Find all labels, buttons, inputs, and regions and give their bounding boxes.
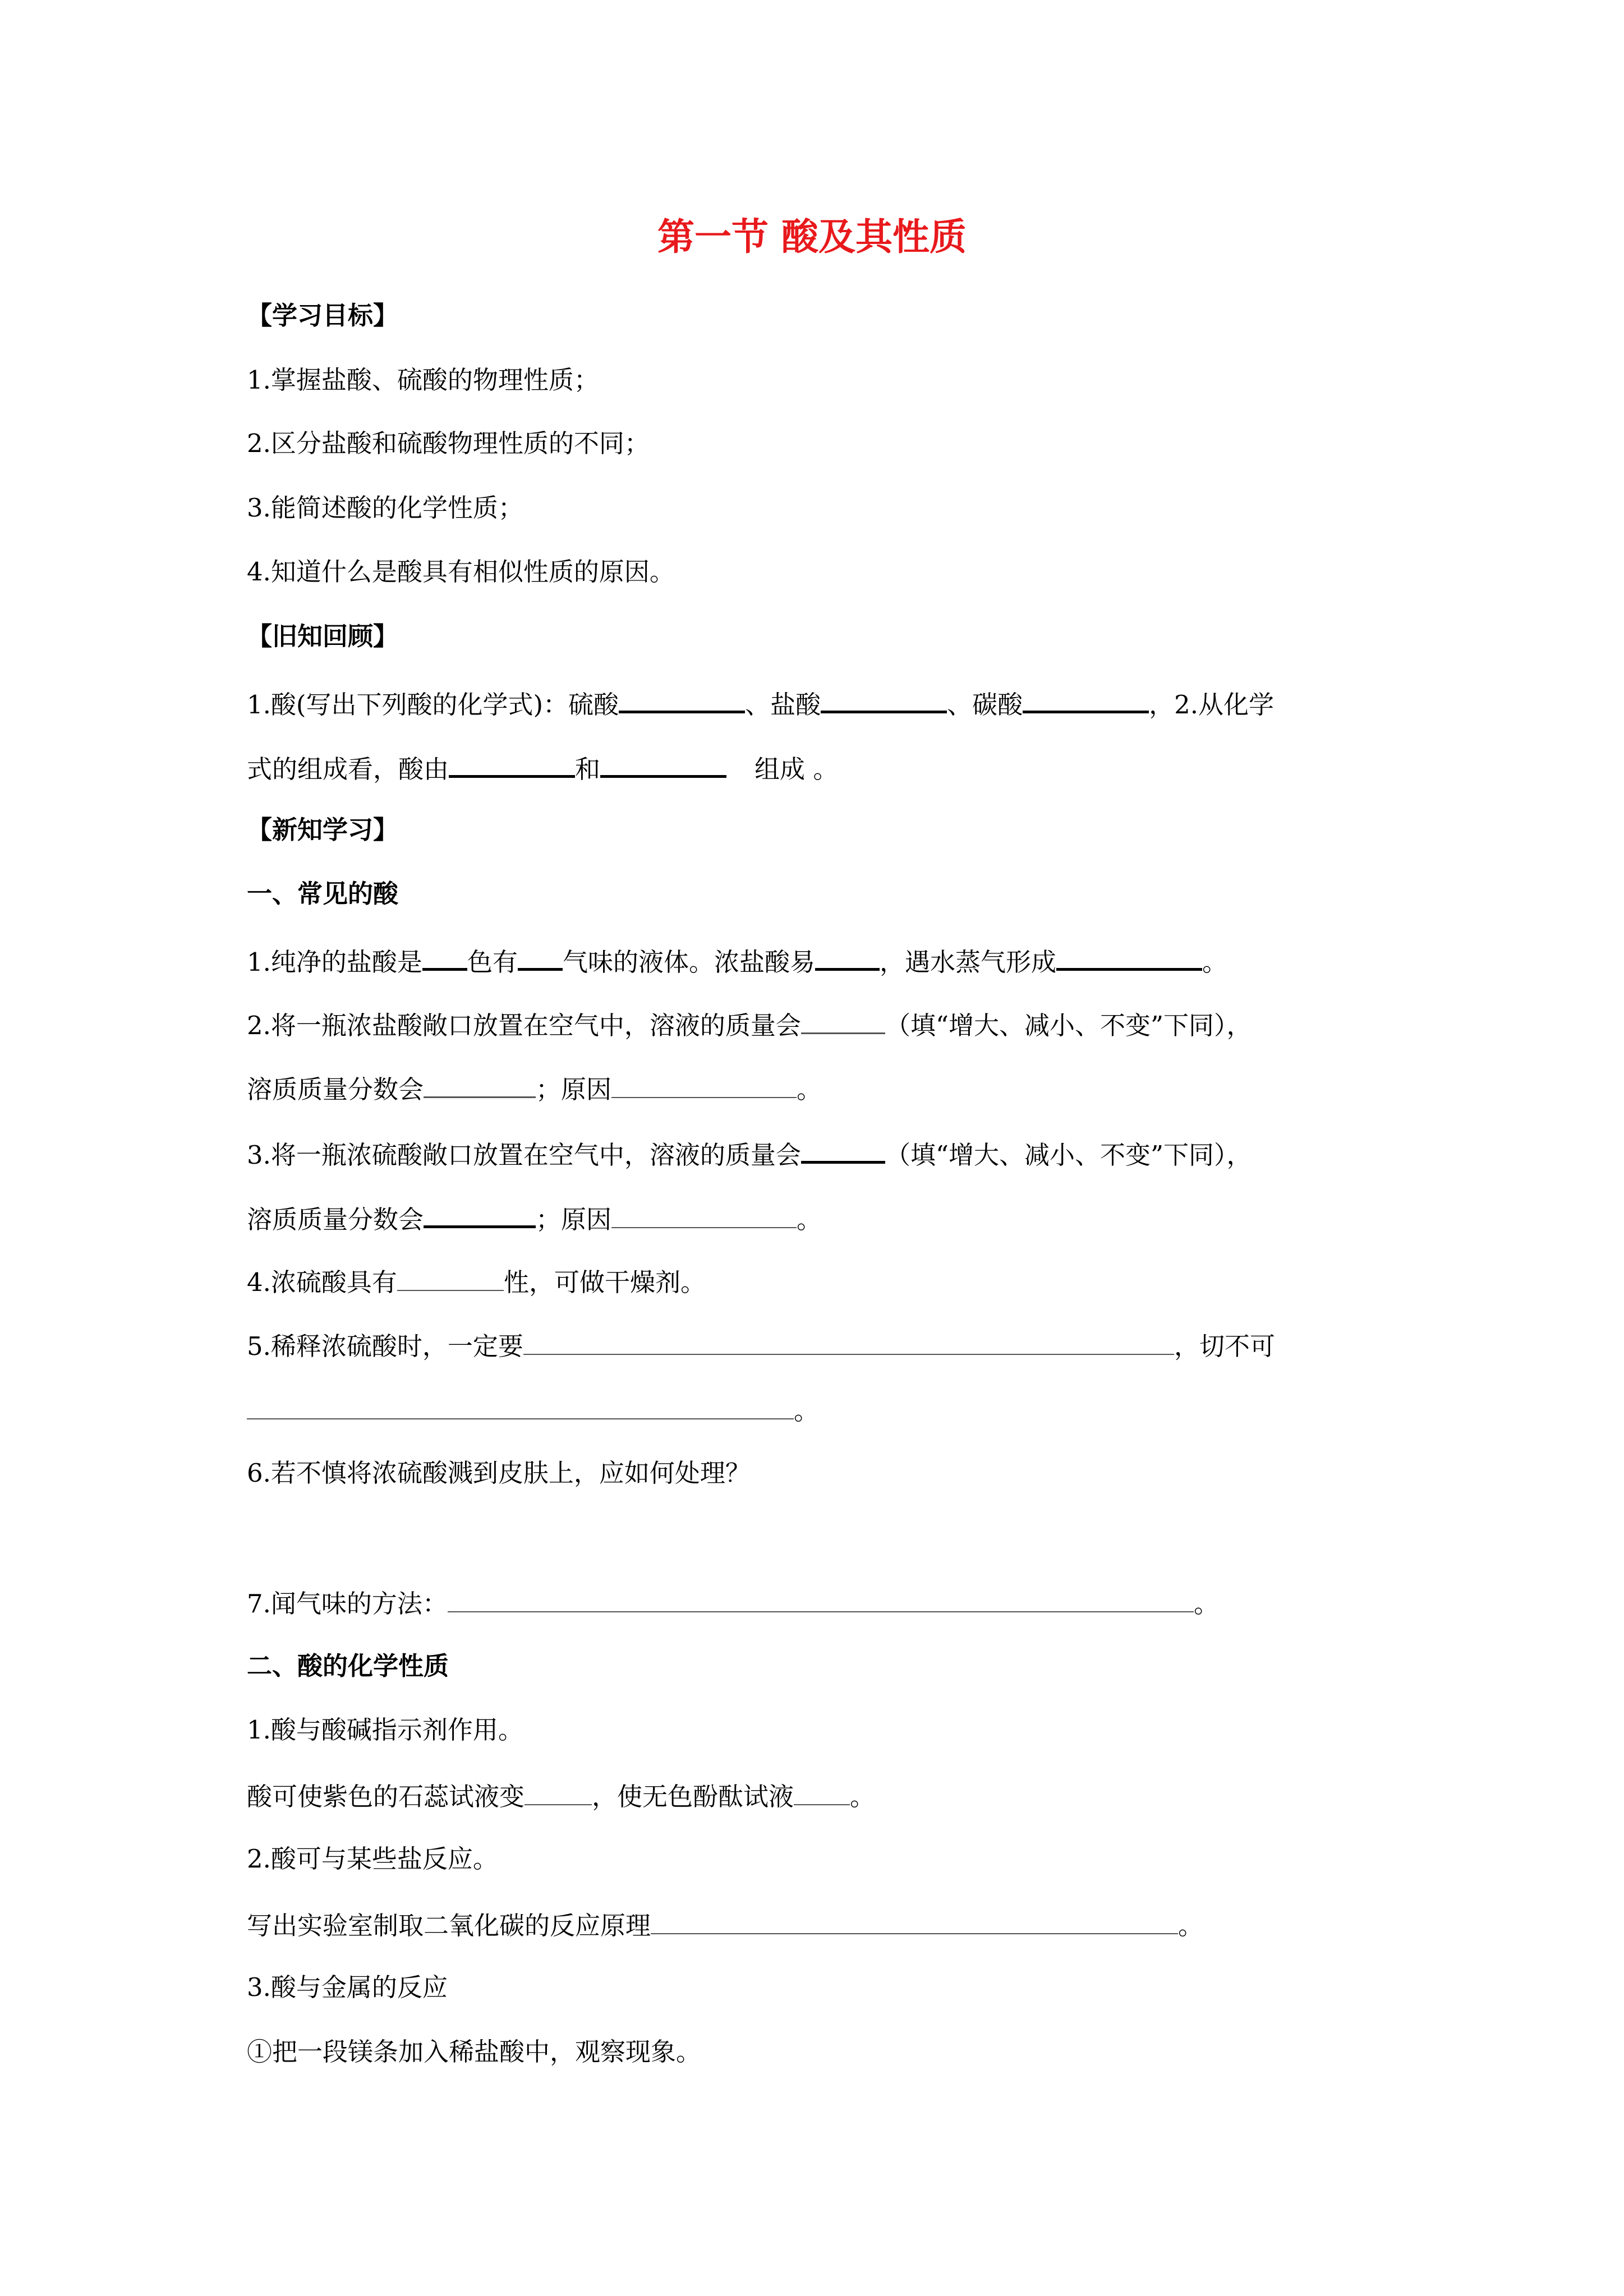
review-q1-sep: 、盐酸 — [745, 690, 821, 720]
answer-blank[interactable] — [651, 1911, 1178, 1934]
question-7 — [247, 1589, 1219, 1619]
answer-blank[interactable] — [801, 1138, 885, 1164]
question-text: 。 — [797, 1075, 822, 1104]
question-text: 溶质质量分数会 — [247, 1075, 424, 1104]
question-text: 7.闻气味的方法： — [247, 1589, 448, 1619]
question-text: 写出实验室制取二氧化碳的反应原理 — [247, 1911, 651, 1940]
question-text: ；原因 — [536, 1075, 612, 1104]
answer-blank[interactable] — [424, 1203, 536, 1228]
answer-blank[interactable] — [1056, 946, 1202, 971]
question-text: 。 — [1178, 1911, 1204, 1940]
answer-blank[interactable] — [619, 688, 745, 713]
page-title: 第一节 酸及其性质 — [657, 215, 967, 259]
question-1 — [247, 946, 1227, 975]
question-text: 。 — [1193, 1589, 1219, 1619]
question-text: 酸可使紫色的石蕊试液变 — [247, 1782, 525, 1811]
answer-blank[interactable] — [397, 1267, 504, 1291]
question-text: （填“增大、减小、不变”下同）， — [885, 1140, 1252, 1170]
question-text: ；原因 — [536, 1205, 612, 1234]
question-text: 3.将一瓶浓硫酸敞口放置在空气中，溶液的质量会 — [247, 1140, 801, 1170]
review-q1-sep: 、碳酸 — [947, 690, 1023, 720]
property-2: 2.酸可与某些盐反应。 — [247, 1844, 498, 1874]
question-text: 5.稀释浓硫酸时，一定要 — [247, 1331, 523, 1361]
question-text: ，遇水蒸气形成 — [879, 947, 1056, 977]
answer-blank[interactable] — [449, 753, 575, 778]
question-text: 2.将一瓶浓盐酸敞口放置在空气中，溶液的质量会 — [247, 1011, 801, 1040]
property-3-step-1: ①把一段镁条加入稀盐酸中，观察现象。 — [247, 2037, 702, 2067]
property-1: 1.酸与酸碱指示剂作用。 — [247, 1715, 523, 1745]
new-heading: 【新知学习】 — [247, 815, 399, 845]
answer-blank[interactable] — [600, 753, 726, 778]
question-3-line1 — [247, 1138, 1252, 1168]
question-text: （填“增大、减小、不变”下同）， — [885, 1011, 1252, 1040]
question-text: 。 — [1202, 947, 1227, 977]
question-text: 。 — [850, 1782, 876, 1811]
goals-heading: 【学习目标】 — [247, 301, 399, 330]
question-text: 1.纯净的盐酸是 — [247, 947, 422, 977]
answer-blank[interactable] — [815, 946, 880, 971]
question-text: 。 — [794, 1396, 820, 1426]
question-3-line2 — [247, 1203, 822, 1232]
question-6: 6.若不慎将浓硫酸溅到皮肤上，应如何处理？ — [247, 1458, 751, 1488]
review-question-line2 — [247, 753, 838, 782]
answer-blank[interactable] — [611, 1075, 797, 1098]
question-5-line2 — [247, 1396, 820, 1426]
question-2-line1 — [247, 1010, 1252, 1038]
review-q2-text: 组成 。 — [755, 754, 839, 784]
answer-blank[interactable] — [424, 1074, 536, 1098]
review-q2-text: 和 — [575, 754, 601, 784]
question-text: 色有 — [467, 947, 518, 977]
property-1-question — [247, 1782, 875, 1809]
question-text: ，切不可 — [1174, 1331, 1275, 1361]
property-2-question — [247, 1911, 1203, 1938]
question-text: ，使无色酚酞试液 — [592, 1782, 794, 1811]
review-q2-text: 式的组成看，酸由 — [247, 754, 449, 784]
property-3: 3.酸与金属的反应 — [247, 1972, 448, 2002]
question-4 — [247, 1267, 706, 1295]
review-q1-prefix: 1.酸(写出下列酸的化学式)：硫酸 — [247, 690, 619, 720]
question-text: 4.浓硫酸具有 — [247, 1267, 397, 1297]
answer-blank[interactable] — [525, 1782, 592, 1805]
goal-item: 4.知道什么是酸具有相似性质的原因。 — [247, 557, 675, 587]
goal-item: 2.区分盐酸和硫酸物理性质的不同； — [247, 428, 650, 458]
goal-item: 3.能简述酸的化学性质； — [247, 493, 523, 523]
answer-blank[interactable] — [448, 1589, 1194, 1612]
question-5-line1 — [247, 1331, 1275, 1359]
section-heading-common-acids: 一、常见的酸 — [247, 879, 399, 909]
answer-blank[interactable] — [422, 946, 467, 971]
answer-blank[interactable] — [821, 688, 947, 713]
review-heading: 【旧知回顾】 — [247, 621, 399, 651]
answer-blank[interactable] — [247, 1396, 794, 1419]
answer-blank[interactable] — [1023, 688, 1149, 713]
question-text: 。 — [797, 1205, 822, 1234]
answer-blank[interactable] — [518, 946, 563, 971]
review-q1-tail: ，2.从化学 — [1149, 690, 1275, 720]
section-heading-chemical-properties: 二、酸的化学性质 — [247, 1651, 449, 1681]
question-text: 气味的液体。浓盐酸易 — [562, 947, 815, 977]
answer-blank[interactable] — [611, 1205, 797, 1228]
answer-blank[interactable] — [794, 1782, 850, 1805]
question-text: 性，可做干燥剂。 — [503, 1267, 706, 1297]
goal-item: 1.掌握盐酸、硫酸的物理性质； — [247, 365, 599, 395]
question-2-line2 — [247, 1074, 822, 1102]
question-text: 溶质质量分数会 — [247, 1205, 424, 1234]
review-question-line1 — [247, 688, 1275, 720]
answer-blank[interactable] — [801, 1010, 885, 1034]
answer-blank[interactable] — [523, 1331, 1174, 1355]
